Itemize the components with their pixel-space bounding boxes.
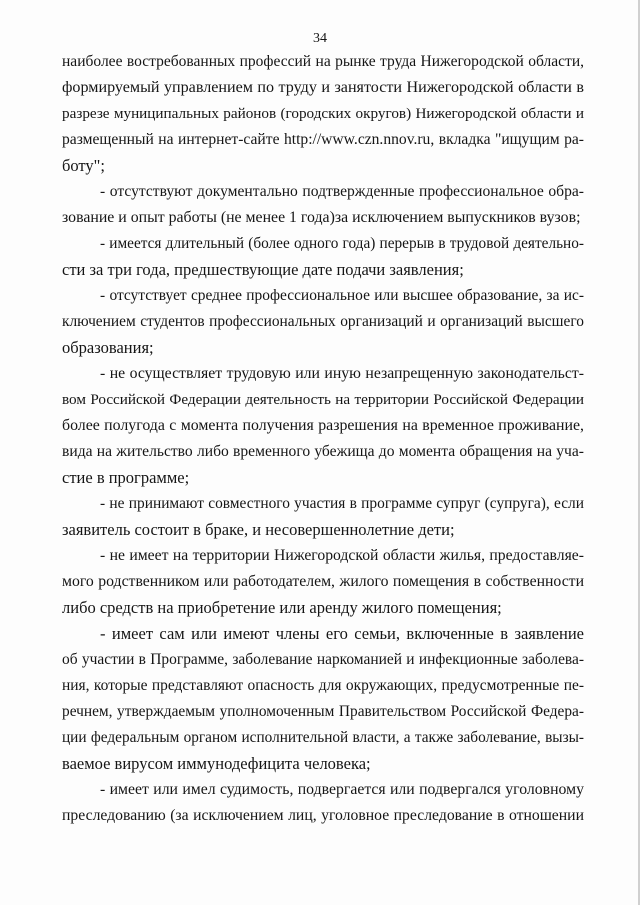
text-line: - не имеет на территории Нижегородской области жилья, предоставляе- [100, 547, 584, 564]
text-line: формируемый управлением по труду и занятости Нижегородской области в [62, 79, 584, 96]
text-line: боту"; [62, 156, 105, 175]
text-line: либо средств на приобретение или аренду жилого помещения; [62, 598, 502, 617]
document-body [62, 49, 584, 829]
text-line: зование и опыт работы (не менее 1 года)за исключением выпускников вузов; [62, 209, 581, 226]
text-line: ния, которые представляют опасность для окружающих, предусмотренные пе- [62, 677, 584, 694]
text-line: размещенный на интернет-сайте http://www.czn.nnov.ru, вкладка "ищущим ра- [62, 131, 584, 148]
text-line: преследованию (за исключением лиц, уголовное преследование в отношении [62, 807, 584, 824]
text-line: ции федеральным органом исполнительной власти, а также заболевание, вызы- [62, 729, 584, 746]
text-line: ключением студентов профессиональных организаций и организаций высшего [62, 313, 584, 330]
text-line: - имеет сам или имеют члены его семьи, включенные в заявление [100, 624, 584, 643]
text-line: сти за три года, предшествующие дате подачи заявления; [62, 260, 464, 279]
text-line: - отсутствует среднее профессиональное или высшее образование, за ис- [100, 287, 584, 304]
text-line: вом Российской Федерации деятельность на территории Российской Федерации [62, 391, 584, 408]
text-line: - не осуществляет трудовую или иную незапрещенную законодательст- [100, 365, 584, 382]
text-line: - отсутствуют документально подтвержденные профессиональное обра- [100, 183, 584, 200]
text-line: - имеется длительный (более одного года) перерыв в трудовой деятельно- [100, 235, 584, 252]
text-line: образования; [62, 338, 154, 357]
text-line: мого родственником или работодателем, жилого помещения в собственности [62, 573, 584, 590]
text-line: ваемое вирусом иммунодефицита человека; [62, 754, 371, 773]
text-line: вида на жительство либо временного убежища до момента обращения на уча- [62, 443, 584, 460]
text-line: - имеет или имел судимость, подвергается или подвергался уголовному [100, 781, 584, 798]
text-line: наиболее востребованных профессий на рынке труда Нижегородской области, [62, 53, 584, 70]
text-line: речнем, утверждаемым уполномоченным Правительством Российской Федера- [62, 703, 584, 720]
page-number: 34 [313, 31, 327, 46]
text-line: - не принимают совместного участия в программе супруг (супруга), если [100, 495, 584, 512]
text-line: стие в программе; [62, 468, 190, 487]
text-line: заявитель состоит в браке, и несовершеннолетние дети; [62, 520, 455, 539]
text-line: об участии в Программе, заболевание наркоманией и инфекционные заболева- [62, 651, 584, 668]
text-line: более полугода с момента получения разрешения на временное проживание, [62, 417, 584, 434]
text-line: разрезе муниципальных районов (городских округов) Нижегородской области и [62, 105, 584, 122]
